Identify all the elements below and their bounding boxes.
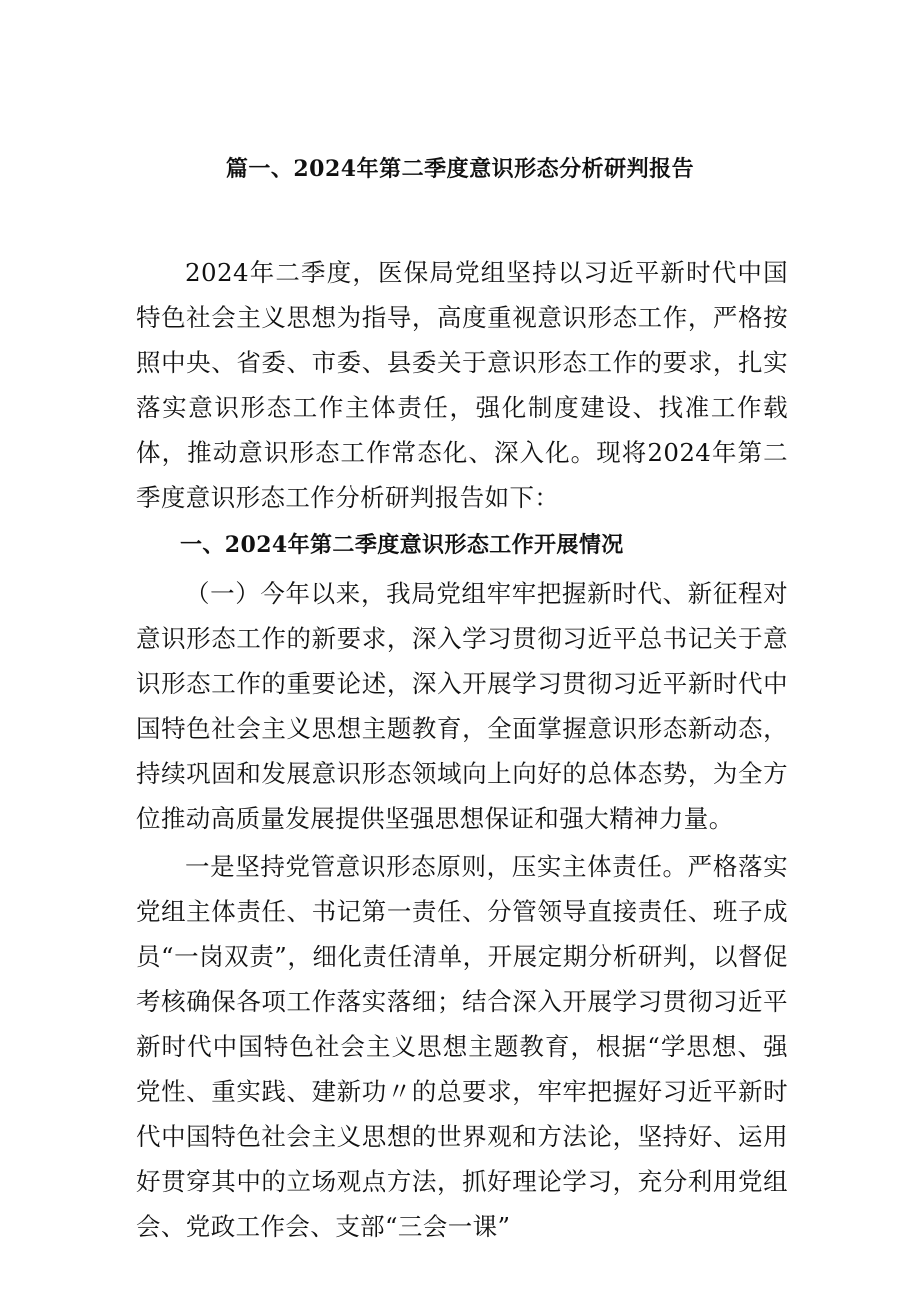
document-title: 篇一、2024年第二季度意识形态分析研判报告 (225, 156, 695, 182)
document-body (136, 250, 788, 1252)
section-heading: 一、2024年第二季度意识形态工作开展情况 (180, 532, 624, 558)
paragraph-overview: （一）今年以来，我局党组牢牢把握新时代、新征程对意识形态工作的新要求，深入学习贯彻习近平总书记关于意识形态工作的重要论述，深入开展学习贯彻习近平新时代中国特色社会主义思想主题教育，全面掌握意识形态新动态，持续巩固和发展意识形态领域向上向好的总体态势，为全方位推动高质量发展提供坚强思想保证和强大精神力量。 (136, 579, 788, 833)
paragraph-responsibility: 一是坚持党管意识形态原则，压实主体责任。严格落实党组主体责任、书记第一责任、分管领导直接责任、班子成员“一岗双责”，细化责任清单，开展定期分析研判，以督促考核确保各项工作落实落细；结合深入开展学习贯彻习近平新时代中国特色社会主义思想主题教育，根据“学思想、强党性、重实践、建新功〃的总要求，牢牢把握好习近平新时代中国特色社会主义思想的世界观和方法论，坚持好、运用好贯穿其中的立场观点方法，抓好理论学习，充分利用党组会、党政工作会、支部“三会一课” (136, 852, 788, 1241)
paragraph-intro: 2024年二季度，医保局党组坚持以习近平新时代中国特色社会主义思想为指导，高度重视意识形态工作，严格按照中央、省委、市委、县委关于意识形态工作的要求，扎实落实意识形态工作主体责任，强化制度建设、找准工作载体，推动意识形态工作常态化、深入化。现将2024年第二季度意识形态工作分析研判报告如下： (136, 258, 788, 512)
